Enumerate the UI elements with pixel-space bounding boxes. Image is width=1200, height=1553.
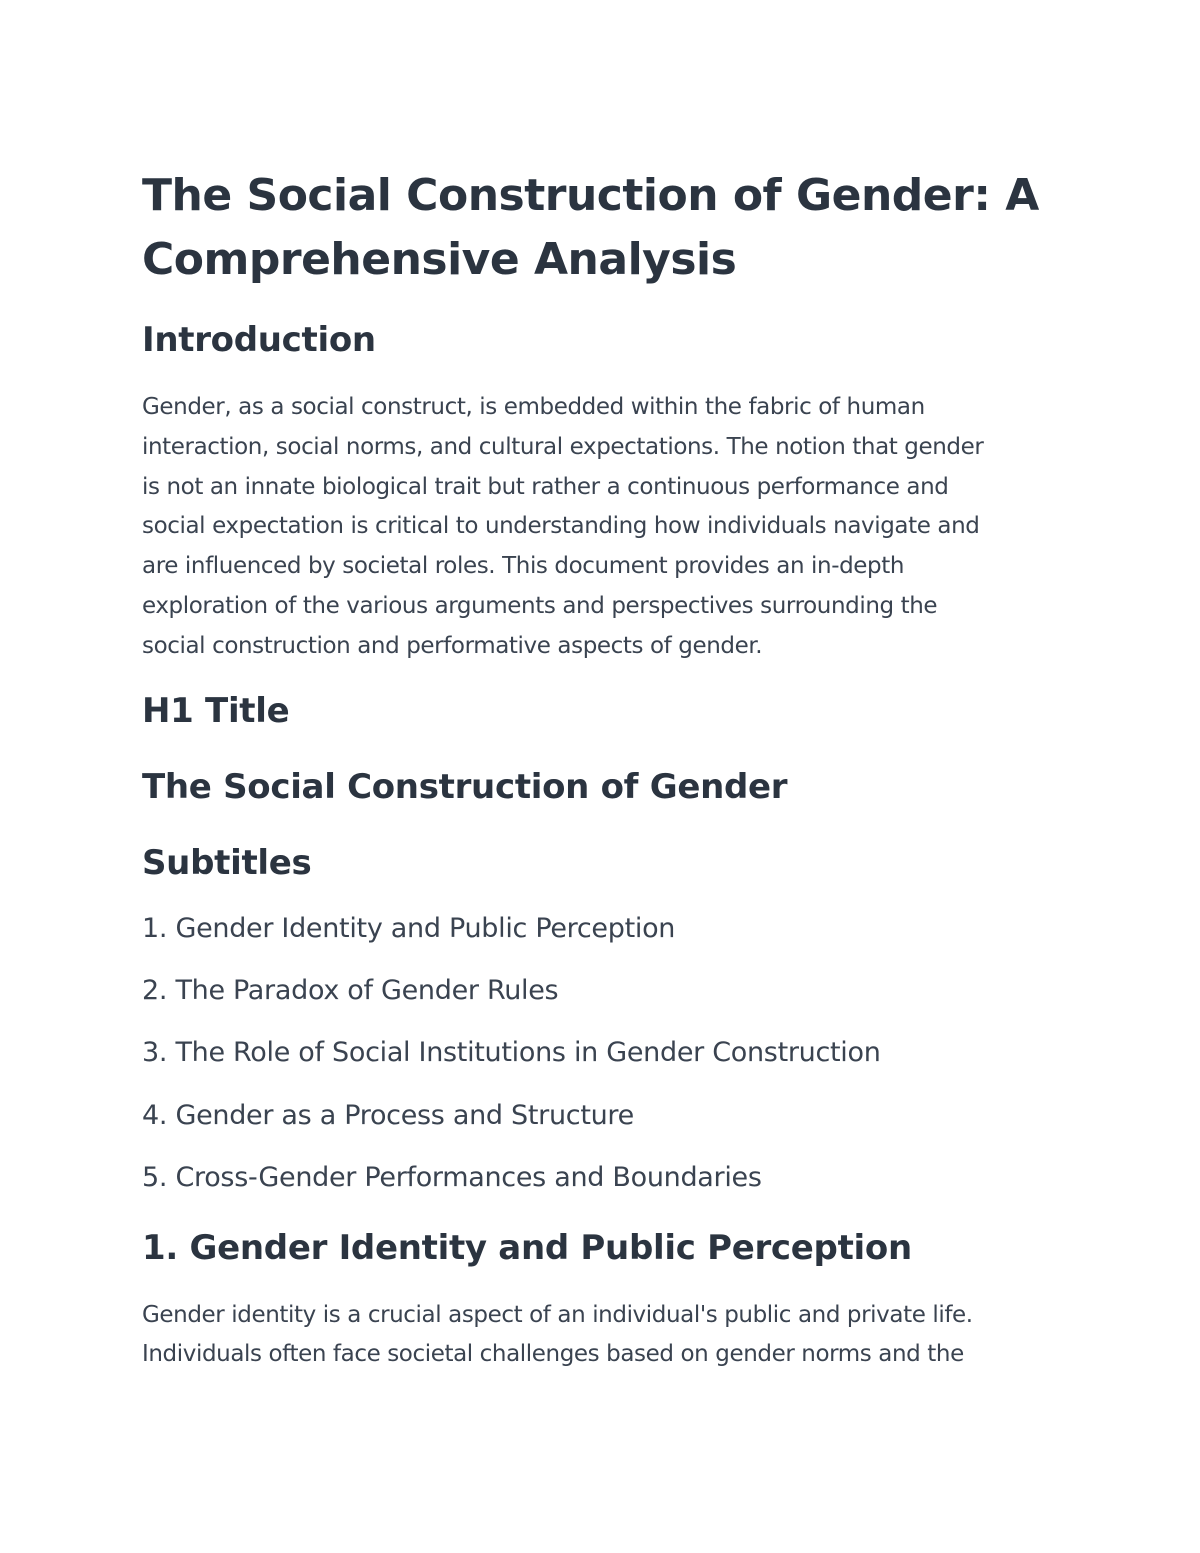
introduction-line: Gender, as a social construct, is embedded within the fabric of human (142, 394, 925, 420)
h1-title-label: H1 Title (142, 690, 290, 731)
introduction-line: are influenced by societal roles. This document provides an in-depth (142, 553, 905, 580)
document-page (142, 164, 1072, 1375)
section-1-line: Gender identity is a crucial aspect of an individual's public and private life. (142, 1301, 973, 1328)
subtitle-item: 5. Cross-Gender Performances and Boundaries (142, 1161, 762, 1193)
section-1-paragraph (142, 1296, 1072, 1376)
introduction-heading: Introduction (142, 320, 376, 360)
introduction-line: social expectation is critical to understanding how individuals navigate and (142, 513, 980, 540)
subtitle-item: 3. The Role of Social Institutions in Gender Construction (142, 1036, 881, 1068)
introduction-paragraph (142, 388, 1072, 667)
subtitles-heading: Subtitles (142, 842, 312, 883)
subtitle-item: 2. The Paradox of Gender Rules (142, 974, 559, 1006)
document-title-line-2: Comprehensive Analysis (142, 234, 737, 285)
section-1-line: Individuals often face societal challenges based on gender norms and the (142, 1341, 964, 1368)
subtitle-item: 1. Gender Identity and Public Perception (142, 912, 676, 944)
document-title-line-1: The Social Construction of Gender: A (142, 170, 1039, 221)
h1-title-text: The Social Construction of Gender (142, 766, 788, 807)
introduction-line: is not an innate biological trait but rather a continuous performance and (142, 473, 949, 500)
introduction-line: interaction, social norms, and cultural expectations. The notion that gender (142, 433, 984, 460)
introduction-line: exploration of the various arguments and perspectives surrounding the (142, 592, 938, 619)
introduction-line: social construction and performative aspects of gender. (142, 632, 763, 659)
document-title (142, 164, 1072, 292)
subtitles-list (142, 911, 1072, 1196)
subtitle-item: 4. Gender as a Process and Structure (142, 1099, 634, 1131)
section-1-heading: 1. Gender Identity and Public Perception (142, 1227, 912, 1268)
